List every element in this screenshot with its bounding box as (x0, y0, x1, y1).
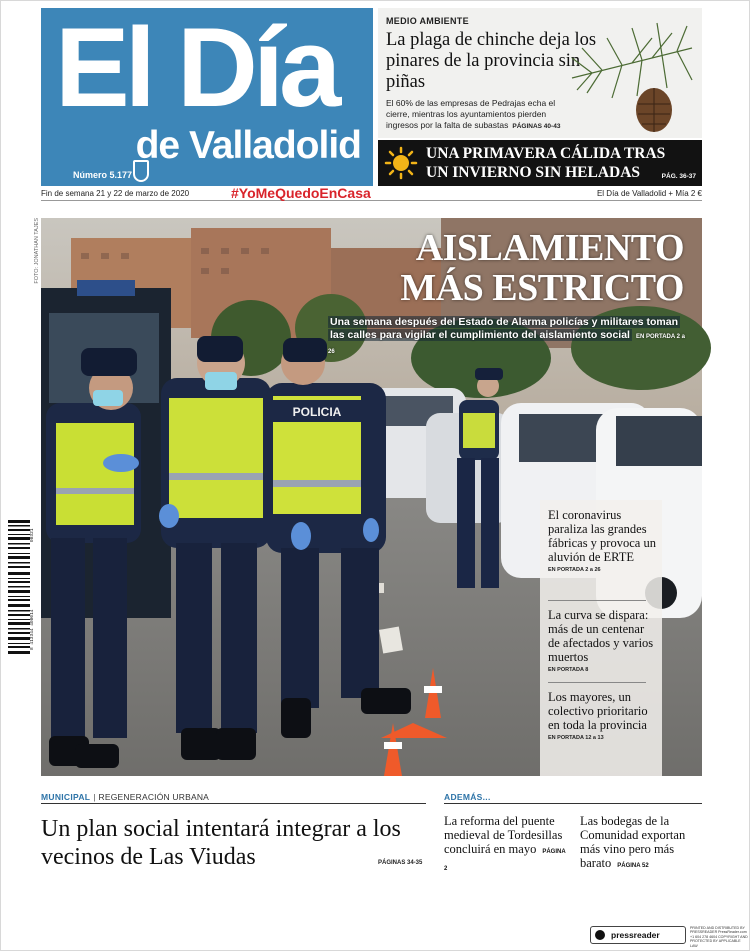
coronavirus-sidebar (540, 500, 662, 776)
also-section-bar (444, 792, 702, 804)
teaser-section: MEDIO AMBIENTE (386, 16, 469, 26)
teaser-body-text: El 60% de las empresas de Pedrajas echa el cierre, mientras los ayuntamientos pierden ingresos por la falta de subastas (386, 98, 556, 130)
main-lede (328, 316, 688, 359)
spring-pages: PÁG. 36-37 (661, 173, 696, 180)
sidebar-divider (548, 682, 646, 683)
teaser-headline[interactable]: La plaga de chinche deja los pinares de la provincia sin piñas (386, 30, 597, 92)
city-crest-icon (133, 160, 149, 182)
pressreader-badge[interactable] (590, 926, 686, 944)
environment-teaser[interactable] (378, 8, 702, 138)
main-headline[interactable]: AISLAMIENTO MÁS ESTRICTO (400, 227, 684, 309)
sun-icon (384, 146, 418, 180)
pressreader-label: pressreader (611, 930, 660, 940)
teaser-pages: PÁGINAS 40-43 (512, 123, 561, 130)
sidebar-divider (548, 600, 646, 601)
sidebar-headline: Los mayores, un colectivo prioritario en toda la provincia (548, 690, 648, 732)
price: El Día de Valladolid + Mía 2 € (596, 189, 702, 198)
also-pages: PÁGINA 52 (617, 863, 649, 869)
teaser-body (386, 98, 576, 132)
also-story[interactable] (580, 814, 702, 873)
spring-weather-teaser[interactable] (378, 140, 702, 186)
municipal-pages: PÁGINAS 34-35 (378, 860, 423, 866)
barcode-issue: 00321 (30, 528, 35, 542)
barcode (6, 520, 34, 655)
sidebar-story[interactable] (548, 690, 656, 741)
also-label: ADEMÁS... (444, 792, 491, 802)
municipal-headline[interactable]: Un plan social intentará integrar a los vecinos de Las Viudas (41, 816, 401, 870)
also-story[interactable] (444, 814, 566, 876)
issue-date: Fin de semana 21 y 22 de marzo de 2020 (41, 189, 190, 198)
pine-cone-icon (562, 18, 702, 138)
barcode-digits: 8 413344 400014 (30, 609, 35, 650)
sidebar-pages: EN PORTADA 8 (548, 667, 589, 673)
also-headline: Las bodegas de la Comunidad exportan más vino pero más barato (580, 814, 686, 870)
section-separator: | (93, 792, 96, 802)
sidebar-headline: El coronavirus paraliza las grandes fábricas y provoca un aluvión de ERTE (548, 508, 656, 564)
barcode-graphic (6, 520, 34, 655)
also-headline: La reforma del puente medieval de Tordesillas concluirá en mayo (444, 814, 563, 856)
issue-number: Número 5.177 (73, 170, 133, 180)
masthead[interactable] (41, 5, 373, 186)
sidebar-story[interactable] (548, 508, 656, 573)
sidebar-story[interactable] (548, 608, 656, 673)
vest-label: POLICIA (292, 405, 342, 419)
sidebar-pages: EN PORTADA 12 a 13 (548, 735, 604, 741)
photo-credit: FOTO: JONATHAN TAJES (34, 218, 40, 284)
spring-headline: UNA PRIMAVERA CÁLIDA TRAS UN INVIERNO SIN HELADAS (426, 145, 666, 181)
also-pages: PÁGINA 2 (444, 849, 566, 872)
lede-pages: EN PORTADA 2 a 26 (328, 334, 685, 355)
lede-text: Una semana después del Estado de Alarma policías y militares toman las calles para vigilar el cumplimiento del aislamiento social (330, 316, 678, 341)
municipal-label: MUNICIPAL (41, 792, 91, 802)
logo-subtitle: de Valladolid (135, 124, 361, 167)
copyright-notice: PRINTED AND DISTRIBUTED BY PRESSREADER PressReader.com +1 604 278 4604 COPYRIGHT AND PROTECTED BY APPLICABLE LAW (690, 926, 748, 948)
hashtag[interactable]: #YoMeQuedoEnCasa (231, 185, 371, 201)
sidebar-headline: La curva se dispara: más de un centenar de afectados y varios muertos (548, 608, 654, 664)
dateline (41, 185, 702, 201)
municipal-section-bar (41, 792, 426, 804)
logo-title: El Día (55, 5, 337, 130)
municipal-sublabel: REGENERACIÓN URBANA (98, 792, 210, 802)
sidebar-pages: EN PORTADA 2 a 26 (548, 567, 601, 573)
pressreader-icon (595, 930, 605, 940)
